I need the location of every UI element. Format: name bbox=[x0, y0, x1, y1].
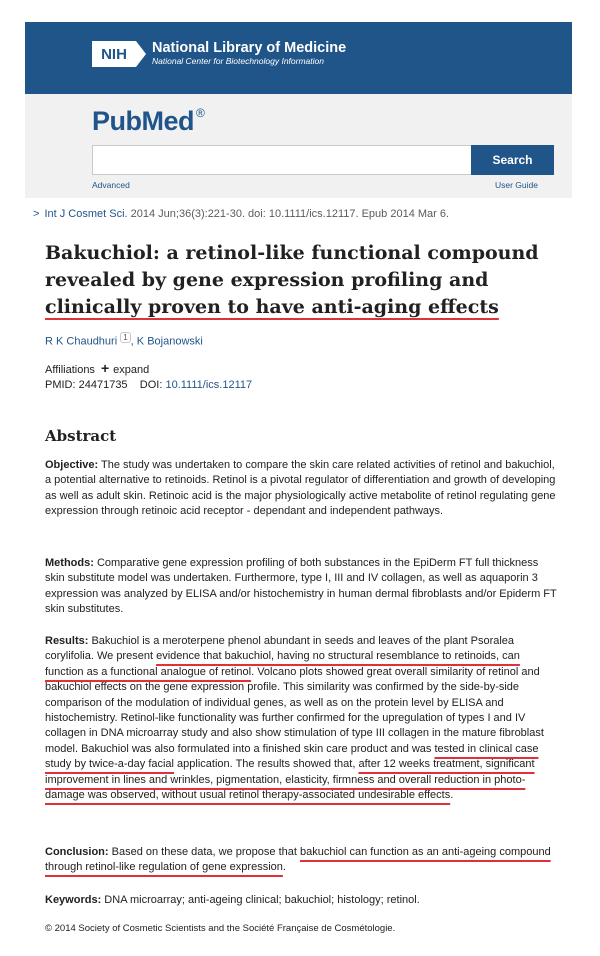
article-title bbox=[45, 240, 565, 321]
user-guide-link[interactable]: User Guide bbox=[495, 180, 538, 190]
doi-link[interactable]: 10.1111/ics.12117 bbox=[165, 379, 253, 391]
affiliations-toggle[interactable] bbox=[45, 360, 149, 376]
nih-subtitle: National Center for Biotechnology Information bbox=[152, 56, 324, 66]
citation-details: 2014 Jun;36(3):221-30. doi: 10.1111/ics.12117. Epub 2014 Mar 6. bbox=[127, 208, 450, 220]
nih-text bbox=[152, 41, 346, 67]
author-link[interactable]: R K Chaudhuri bbox=[45, 335, 118, 348]
nih-title: National Library of Medicine bbox=[152, 40, 347, 56]
objective-text: The study was undertaken to compare the skin care related activities of retinol and bakuchiol, a potential alternative to retinoids. Retinol is a pivotal regulator of differentiation and growth of developing as well as adult skin. Retinoic acid is the major physiologically active metabolite of retinol regulating gene expression through retinoic acid receptor - dependant and independent pathways. bbox=[45, 459, 556, 518]
advanced-search-link[interactable]: Advanced bbox=[92, 180, 130, 190]
affiliation-ref[interactable]: 1 bbox=[120, 332, 130, 343]
nih-logo[interactable] bbox=[92, 40, 346, 68]
abstract-heading: Abstract bbox=[45, 427, 117, 445]
abstract-objective bbox=[45, 458, 557, 520]
results-label: Results: bbox=[45, 635, 89, 647]
nih-header bbox=[25, 22, 572, 94]
objective-label: Objective: bbox=[45, 459, 99, 471]
author-link[interactable]: K Bojanowski bbox=[136, 335, 203, 348]
results-text: . Volcano plots showed great overall similarity of retinol and bakuchiol effects on the gene expression profile. This similarity was confirmed by the side-by-side comparison of the modulation of individual genes, as well as on the protein level by ELISA and histochemistry. Retinol-like functionality was further confirmed for the upregulation of types I and IV collagen in DNA microarray study and also show stimulation of type III collagen in the mature fibroblast model. Bakuchiol was also formulated into a finished skin care product and was bbox=[45, 665, 544, 755]
conclusion-label: Conclusion: bbox=[45, 846, 109, 858]
pubmed-logo[interactable] bbox=[92, 106, 204, 137]
title-text: Bakuchiol: a retinol-like functional compound revealed by gene expression profiling and bbox=[45, 242, 539, 291]
title-highlight: clinically proven to have anti-aging effects bbox=[45, 296, 499, 318]
results-highlight: evidence that bakuchiol, having no structural resemblance to retinoids, can function as a functional analogue of retinol bbox=[45, 650, 520, 678]
plus-icon: + bbox=[100, 360, 110, 376]
author-separator: , bbox=[130, 335, 137, 348]
abstract-results bbox=[45, 634, 557, 803]
nih-badge: NIH bbox=[92, 41, 136, 67]
citation-line bbox=[33, 208, 449, 220]
pubmed-logo-med: Med bbox=[141, 106, 194, 136]
affiliations-label: Affiliations bbox=[45, 364, 95, 376]
chevron-right-icon[interactable]: > bbox=[33, 208, 40, 220]
search-button[interactable]: Search bbox=[471, 145, 554, 175]
journal-link[interactable]: Int J Cosmet Sci. bbox=[44, 208, 128, 220]
conclusion-text: Based on these data, we propose that bbox=[108, 846, 300, 858]
keywords bbox=[45, 893, 557, 908]
abstract-methods bbox=[45, 556, 557, 618]
search-input[interactable] bbox=[92, 145, 471, 175]
keywords-text: DNA microarray; anti-ageing clinical; bakuchiol; histology; retinol. bbox=[101, 894, 420, 906]
article-identifiers bbox=[45, 379, 252, 391]
abstract-conclusion bbox=[45, 845, 557, 876]
copyright: © 2014 Society of Cosmetic Scientists and the Société Française de Cosmétologie. bbox=[45, 923, 396, 934]
methods-text: Comparative gene expression profiling of both substances in the EpiDerm FT full thickness skin substitute model was undertaken. Furthermore, type I, III and IV collagen, as well as aquaporin 3 expression was analyzed by ELISA and/or histochemistry in human dermal fibroblasts and/or Epiderm FT skin substitutes. bbox=[45, 557, 557, 616]
results-highlight: tested in clinical case study by twice-a-day facial bbox=[45, 742, 539, 771]
methods-label: Methods: bbox=[45, 557, 94, 569]
conclusion-highlight: bakuchiol can function as an anti-ageing compound through retinol-like regulation of gene expression bbox=[45, 846, 551, 874]
pmid: PMID: 24471735 bbox=[45, 379, 128, 391]
results-text: . bbox=[450, 789, 454, 802]
expand-label: expand bbox=[113, 364, 150, 376]
author-list bbox=[45, 333, 203, 348]
search-panel bbox=[25, 94, 572, 198]
pubmed-logo-pub: Pub bbox=[92, 106, 142, 136]
conclusion-text: . bbox=[282, 861, 286, 874]
registered-mark: ® bbox=[196, 106, 205, 120]
results-text: Bakuchiol is a meroterpene phenol abundant in seeds and leaves of the plant Psoralea corylifolia. We present bbox=[45, 635, 515, 663]
results-text: application. The results showed that, bbox=[174, 758, 359, 771]
results-highlight: after 12 weeks treatment, significant improvement in lines and wrinkles, pigmentation, elasticity, firmness and overall reduction in photo-damage was observed, without usual retinol therapy-associated undesirable effects bbox=[45, 758, 535, 802]
doi-label: DOI: bbox=[139, 379, 166, 391]
keywords-label: Keywords: bbox=[45, 894, 102, 906]
